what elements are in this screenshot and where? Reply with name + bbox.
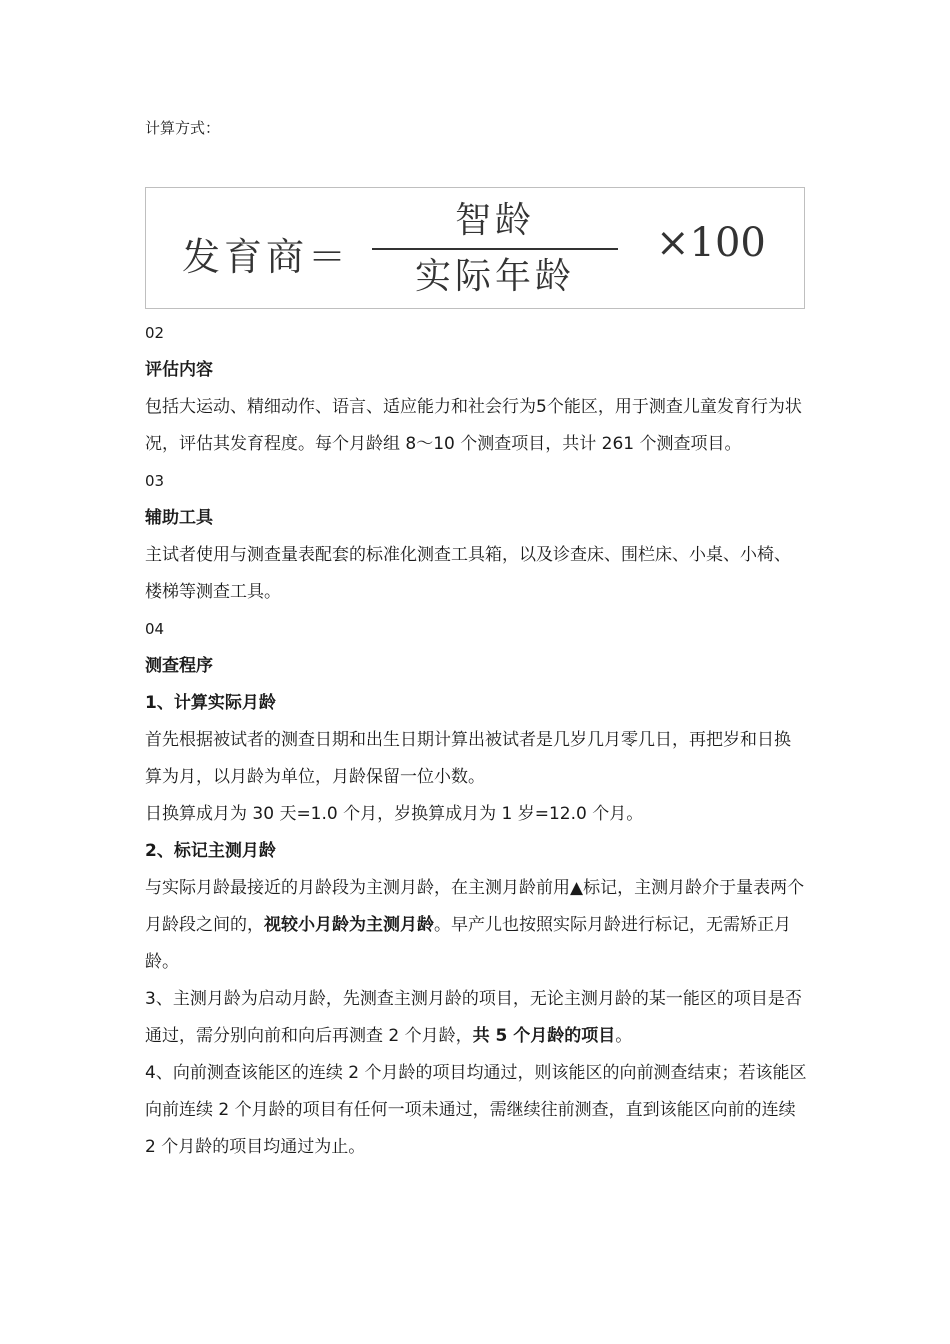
step2-body-part-a: 与实际月龄最接近的月龄段为主测月龄，在主测月龄前用▲标记，主测月龄介于量表两个月龄段之间的， <box>145 878 805 935</box>
step3-body-part-b: 。 <box>615 1026 633 1046</box>
section-number-03: 03 <box>145 472 165 490</box>
formula-numerator: 智龄 <box>454 200 535 241</box>
section-title-assessment: 评估内容 <box>145 360 213 380</box>
formula-lhs: 发育商＝ <box>182 235 351 279</box>
formula-denominator: 实际年龄 <box>414 256 575 297</box>
formula-fraction <box>372 198 618 300</box>
formula-fraction-bar <box>372 248 618 250</box>
step3-body-part-a: 3、主测月龄为启动月龄，先测查主测月龄的项目，无论主测月龄的某一能区的项目是否通过，需分别向前和向后再测查 2 个月龄， <box>145 989 802 1046</box>
formula-image <box>145 187 805 309</box>
section-body-assessment: 包括大运动、精细动作、语言、适应能力和社会行为5个能区，用于测查儿童发育行为状况，评估其发育程度。每个月龄组 8～10 个测查项目，共计 261 个测查项目。 <box>145 397 802 454</box>
step1-note: 日换算成月为 30 天=1.0 个月，岁换算成月为 1 岁=12.0 个月。 <box>145 804 644 824</box>
section-title-procedure: 测查程序 <box>145 656 213 676</box>
step2-body-part-b: 。早产儿也按照实际月龄进行标记，无需矫正月龄。 <box>145 915 791 972</box>
step2-body-emphasis: 视较小月龄为主测月龄 <box>264 915 434 935</box>
section-number-04: 04 <box>145 620 165 638</box>
section-body-tools: 主试者使用与测查量表配套的标准化测查工具箱，以及诊查床、围栏床、小桌、小椅、楼梯等测查工具。 <box>145 545 791 602</box>
step1-title: 1、计算实际月龄 <box>145 693 276 713</box>
step1-body: 首先根据被试者的测查日期和出生日期计算出被试者是几岁几月零几日，再把岁和日换算为月，以月龄为单位，月龄保留一位小数。 <box>145 730 791 787</box>
section-title-tools: 辅助工具 <box>145 508 213 528</box>
step2-title: 2、标记主测月龄 <box>145 841 276 861</box>
step3-body-emphasis: 共 5 个月龄的项目 <box>472 1026 616 1046</box>
step4-body: 4、向前测查该能区的连续 2 个月龄的项目均通过，则该能区的向前测查结束；若该能区向前连续 2 个月龄的项目有任何一项未通过，需继续往前测查，直到该能区向前的连续 2 个月龄的项目均通过为止。 <box>145 1063 807 1157</box>
calc-method-label: 计算方式： <box>145 119 221 137</box>
formula-multiplier: ×100 <box>656 220 766 266</box>
section-number-02: 02 <box>145 324 165 342</box>
document-content <box>145 110 807 1166</box>
step3-body <box>145 981 807 1055</box>
step2-body <box>145 870 807 981</box>
